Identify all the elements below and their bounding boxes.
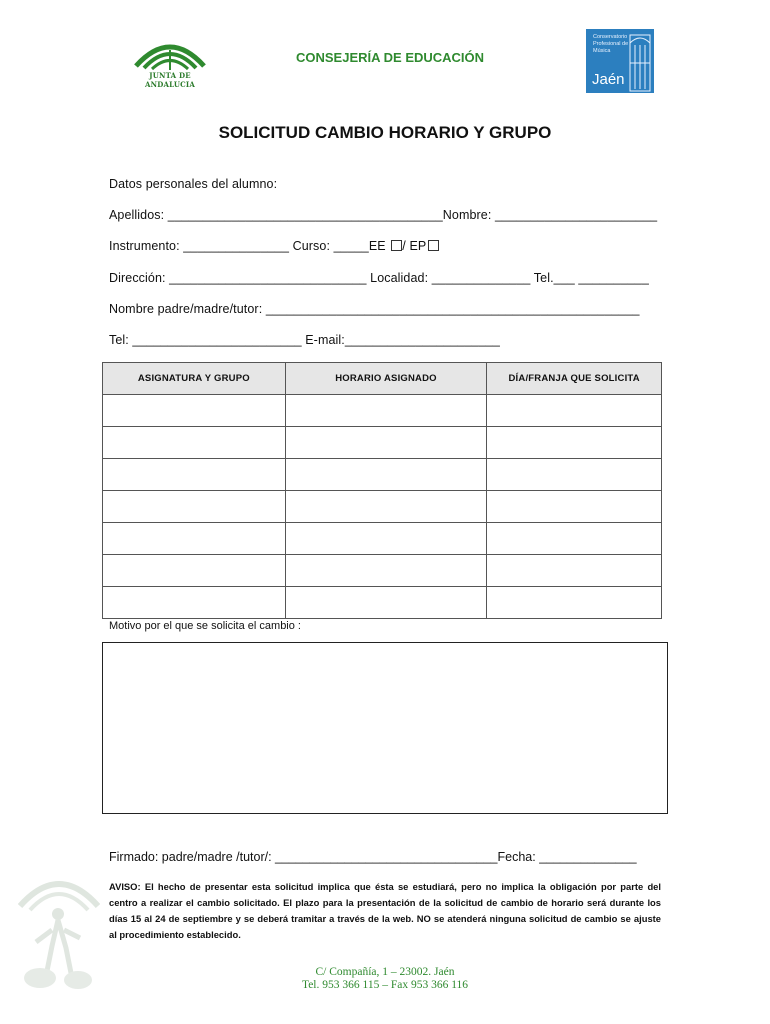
document-title: SOLICITUD CAMBIO HORARIO Y GRUPO <box>218 123 552 142</box>
table-row <box>103 427 662 459</box>
table-row <box>103 555 662 587</box>
table-cell[interactable] <box>103 459 286 491</box>
table-cell[interactable] <box>285 587 487 619</box>
conservatorio-small-text: Conservatorio Profesional de Música <box>593 34 629 54</box>
junta-logo-text: JUNTA DE ANDALUCIA <box>144 71 196 89</box>
table-row <box>103 459 662 491</box>
conservatorio-logo <box>586 29 654 93</box>
col-header-dia-franja: DÍA/FRANJA QUE SOLICITA <box>487 363 662 395</box>
table-cell[interactable] <box>487 427 662 459</box>
table-cell[interactable] <box>103 491 286 523</box>
ep-checkbox[interactable] <box>428 240 439 251</box>
direccion-localidad-field[interactable]: Dirección: ____________________________ Localidad: ______________ Tel.___ __________ <box>109 271 649 285</box>
table-row <box>103 587 662 619</box>
table-row <box>103 491 662 523</box>
tel-email-field[interactable]: Tel: ________________________ E-mail:______________________ <box>109 333 500 347</box>
instrumento-curso-field[interactable]: Instrumento: _______________ Curso: _____EE / EP <box>109 239 439 253</box>
padre-madre-tutor-field[interactable]: Nombre padre/madre/tutor: _____________________________________________________ <box>109 302 640 316</box>
table-cell[interactable] <box>103 523 286 555</box>
table-cell[interactable] <box>103 555 286 587</box>
col-header-horario: HORARIO ASIGNADO <box>285 363 487 395</box>
firma-fecha-field[interactable]: Firmado: padre/madre /tutor/: ________________________________Fecha: ______________ <box>109 850 637 864</box>
table-cell[interactable] <box>285 523 487 555</box>
conservatorio-city: Jaén <box>592 71 625 88</box>
consejeria-heading: CONSEJERÍA DE EDUCACIÓN <box>296 50 485 65</box>
table-row <box>103 523 662 555</box>
table-cell[interactable] <box>487 587 662 619</box>
table-cell[interactable] <box>103 427 286 459</box>
table-cell[interactable] <box>487 555 662 587</box>
footer-contact <box>0 966 770 992</box>
table-cell[interactable] <box>103 395 286 427</box>
table-cell[interactable] <box>487 395 662 427</box>
table-header-row <box>103 363 662 395</box>
table-row <box>103 395 662 427</box>
table-cell[interactable] <box>285 427 487 459</box>
ee-checkbox[interactable] <box>391 240 402 251</box>
aviso-notice: AVISO: El hecho de presentar esta solicitud implica que ésta se estudiará, pero no implica la obligación por parte del centro a realizar el cambio solicitado. El plazo para la presentación de la solicitud de cambio de horario será durante los días 15 al 24 de septiembre y se deberá tramitar a través de la web. NO se atenderá ninguna solicitud de cambio se ajuste al procedimiento establecido. <box>109 881 661 940</box>
table-cell[interactable] <box>285 555 487 587</box>
table-cell[interactable] <box>487 459 662 491</box>
motivo-label: Motivo por el que se solicita el cambio : <box>109 620 301 632</box>
col-header-asignatura: ASIGNATURA Y GRUPO <box>103 363 286 395</box>
table-cell[interactable] <box>487 523 662 555</box>
table-cell[interactable] <box>285 491 487 523</box>
building-icon <box>626 29 654 93</box>
table-cell[interactable] <box>487 491 662 523</box>
apellidos-nombre-field[interactable]: Apellidos: _______________________________________Nombre: _______________________ <box>109 208 658 222</box>
table-cell[interactable] <box>285 395 487 427</box>
motivo-textarea[interactable] <box>102 642 668 814</box>
footer-phones: Tel. 953 366 115 – Fax 953 366 116 <box>301 979 469 991</box>
table-cell[interactable] <box>285 459 487 491</box>
datos-personales-label: Datos personales del alumno: <box>109 177 278 191</box>
footer-address: C/ Compañía, 1 – 23002. Jaén <box>315 966 455 978</box>
schedule-table <box>102 362 662 619</box>
table-cell[interactable] <box>103 587 286 619</box>
